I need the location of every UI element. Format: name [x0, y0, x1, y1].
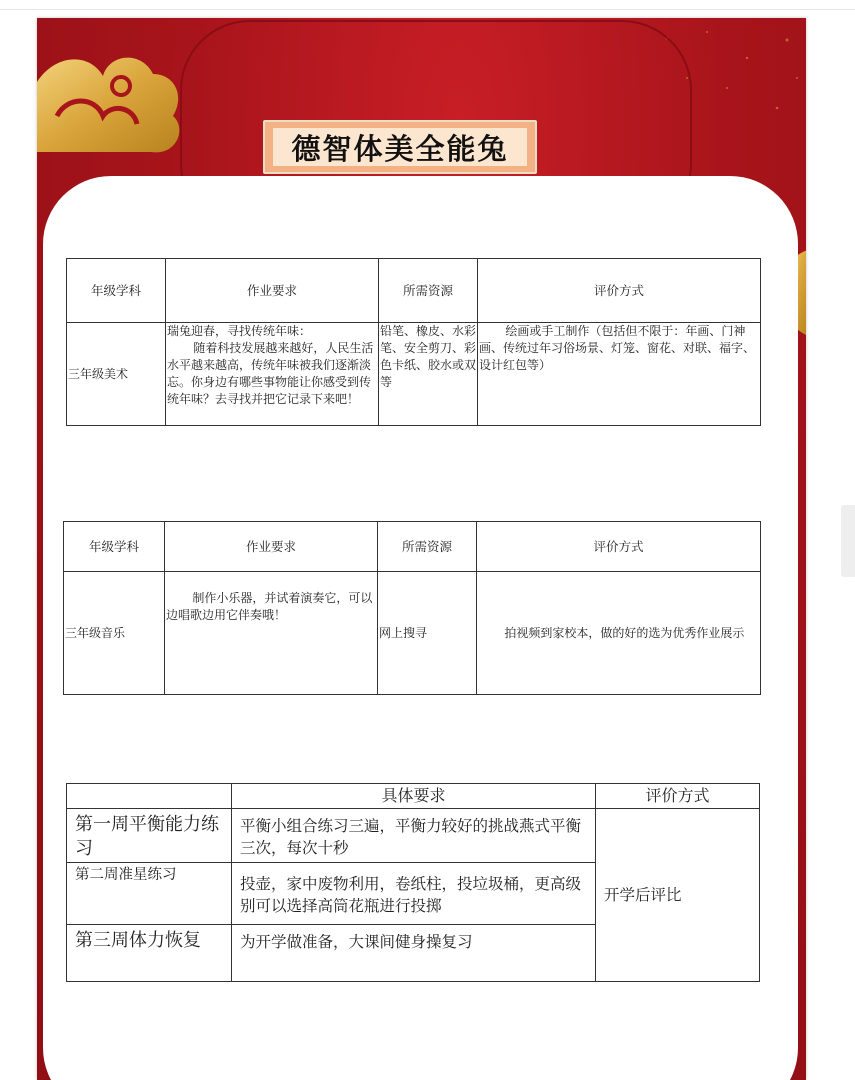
- header-evaluation: 评价方式: [478, 259, 761, 323]
- table-header-row: [67, 784, 760, 809]
- header-week: [67, 784, 232, 809]
- week-2-label: 第二周准星练习: [67, 863, 232, 925]
- header-grade-subject: 年级学科: [67, 259, 166, 323]
- subject-cell: 三年级音乐: [64, 572, 165, 695]
- header-resources: 所需资源: [378, 522, 477, 572]
- week-3-requirement: 为开学做准备，大课间健身操复习: [232, 925, 596, 982]
- week-1-label: 第一周平衡能力练习: [67, 809, 232, 863]
- week-1-requirement: 平衡小组合练习三遍，平衡力较好的挑战燕式平衡三次，每次十秒: [232, 809, 596, 863]
- resources-cell: 网上搜寻: [378, 572, 477, 695]
- evaluation-cell: 拍视频到家校本，做的好的选为优秀作业展示: [477, 572, 761, 695]
- table-header-row: [64, 522, 761, 572]
- requirement-heading: 瑞兔迎春，寻找传统年味：: [167, 324, 312, 338]
- subject-cell: 三年级美术: [67, 323, 166, 426]
- resources-cell: 铅笔、橡皮、水彩笔、安全剪刀、彩色卡纸、胶水或双等: [379, 323, 478, 426]
- requirement-text: 随着科技发展越来越好，人民生活水平越来越高，传统年味被我们逐渐淡忘。你身边有哪些事物能让你感受到传统年味？去寻找并把它记录下来吧！: [167, 341, 374, 406]
- header-evaluation: 评价方式: [596, 784, 760, 809]
- table-row: [64, 572, 761, 695]
- art-homework-table: [66, 258, 761, 426]
- table-row: [67, 323, 761, 426]
- header-evaluation: 评价方式: [477, 522, 761, 572]
- header-grade-subject: 年级学科: [64, 522, 165, 572]
- week-3-label: 第三周体力恢复: [67, 925, 232, 982]
- evaluation-cell: 开学后评比: [596, 809, 760, 982]
- requirement-cell: 制作小乐器，并试着演奏它，可以边唱歌边用它伴奏哦！: [165, 572, 378, 695]
- requirement-cell: [166, 323, 379, 426]
- header-requirement: 作业要求: [165, 522, 378, 572]
- table-row: [67, 809, 760, 863]
- browser-top-divider: [0, 9, 855, 10]
- evaluation-cell: 绘画或手工制作（包括但不限于：年画、门神画、传统过年习俗场景、灯笼、窗花、对联、福字、设计红包等）: [478, 323, 761, 426]
- title-banner: [263, 120, 537, 174]
- header-resources: 所需资源: [379, 259, 478, 323]
- page-title: 德智体美全能兔: [273, 128, 527, 166]
- document-page: [37, 18, 806, 1080]
- week-2-requirement: 投壶，家中废物利用，卷纸柱，投垃圾桶，更高级别可以选择高筒花瓶进行投掷: [232, 863, 596, 925]
- pe-homework-table: [66, 783, 760, 982]
- header-specific-requirement: 具体要求: [232, 784, 596, 809]
- side-scroll-tab[interactable]: [841, 505, 855, 577]
- gold-cloud-icon: [37, 24, 187, 164]
- header-requirement: 作业要求: [166, 259, 379, 323]
- table-header-row: [67, 259, 761, 323]
- music-homework-table: [63, 521, 761, 695]
